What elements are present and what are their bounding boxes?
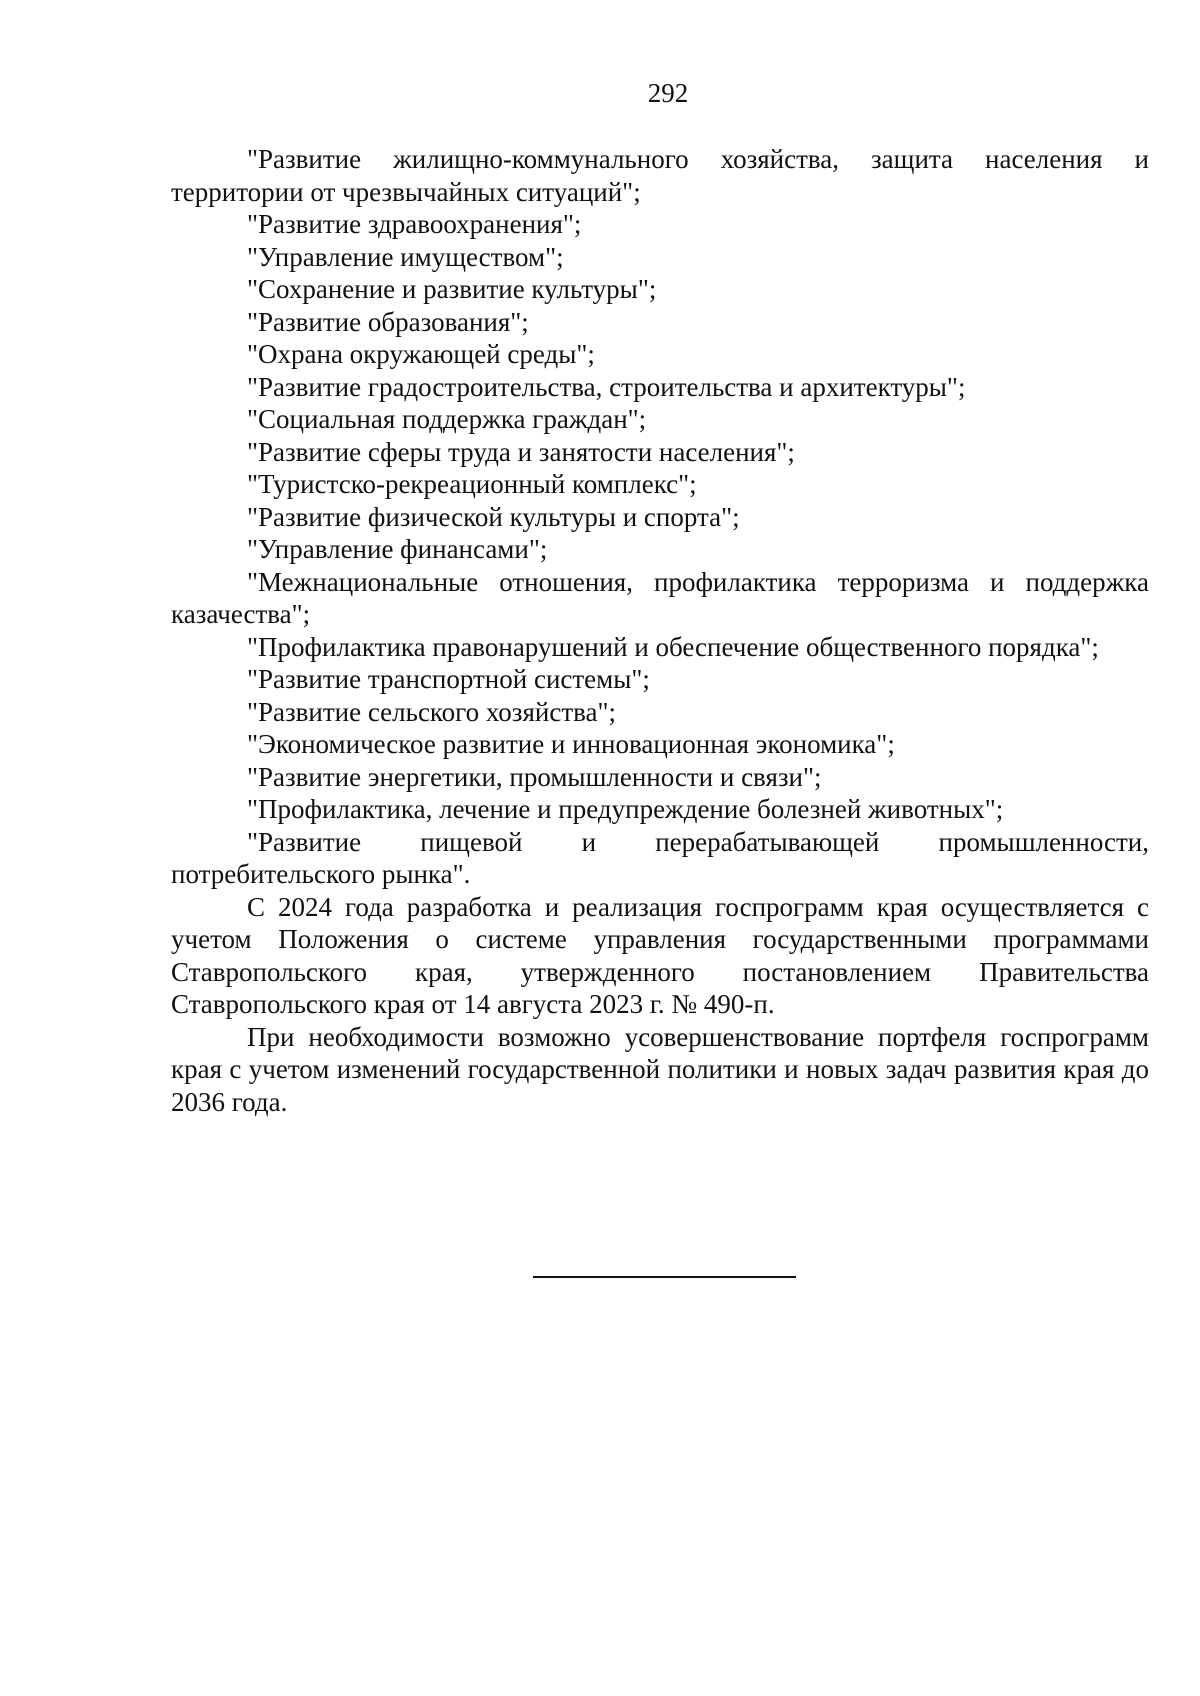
end-divider-line	[533, 1276, 796, 1278]
program-item: "Управление финансами";	[247, 534, 548, 564]
program-item: "Развитие сельского хозяйства";	[247, 696, 617, 727]
program-item: "Развитие физической культуры и спорта";	[247, 501, 740, 532]
program-item: "Развитие градостроительства, строительства и архитектуры";	[247, 371, 966, 402]
program-item: "Социальная поддержка граждан";	[247, 404, 647, 434]
program-item: "Развитие здравоохранения";	[247, 209, 582, 239]
program-item: "Развитие пищевой и перерабатывающей промышленности, потребительского рынка".	[171, 826, 1149, 889]
program-item: "Охрана окружающей среды";	[247, 339, 595, 369]
program-item: "Развитие сферы труда и занятости населения";	[247, 436, 795, 467]
program-item: "Развитие образования";	[247, 306, 529, 337]
program-list	[171, 143, 1149, 891]
program-item: "Межнациональные отношения, профилактика терроризма и поддержка казачества";	[171, 566, 1149, 629]
program-item: "Экономическое развитие и инновационная экономика";	[247, 729, 895, 759]
program-item: "Туристско-рекреационный комплекс";	[247, 469, 697, 499]
program-item: "Профилактика правонарушений и обеспечение общественного порядка";	[247, 631, 1099, 662]
program-item: "Профилактика, лечение и предупреждение болезней животных";	[247, 794, 1004, 824]
page-number: 292	[647, 78, 689, 108]
program-item: "Развитие жилищно-коммунального хозяйства, защита населения и территории от чрезвычайных ситуаций";	[171, 144, 1149, 207]
paragraph-improvement: При необходимости возможно усовершенствование портфеля госпрограмм края с учетом изменений государственной политики и новых задач развития края до 2036 года.	[171, 1021, 1149, 1117]
paragraph-regulation: С 2024 года разработка и реализация госпрограмм края осуществляется с учетом Положения о системе управления государственными программами Ставропольского края, утвержденного постановлением Правительства Ставропольского края от 14 августа 2023 г. № 490-п.	[171, 891, 1149, 1019]
program-item: "Развитие энергетики, промышленности и связи";	[247, 761, 822, 792]
program-item: "Управление имуществом";	[247, 241, 564, 272]
program-item: "Развитие транспортной системы";	[247, 664, 650, 694]
program-item: "Сохранение и развитие культуры";	[247, 274, 657, 304]
document-body	[171, 143, 1149, 1118]
